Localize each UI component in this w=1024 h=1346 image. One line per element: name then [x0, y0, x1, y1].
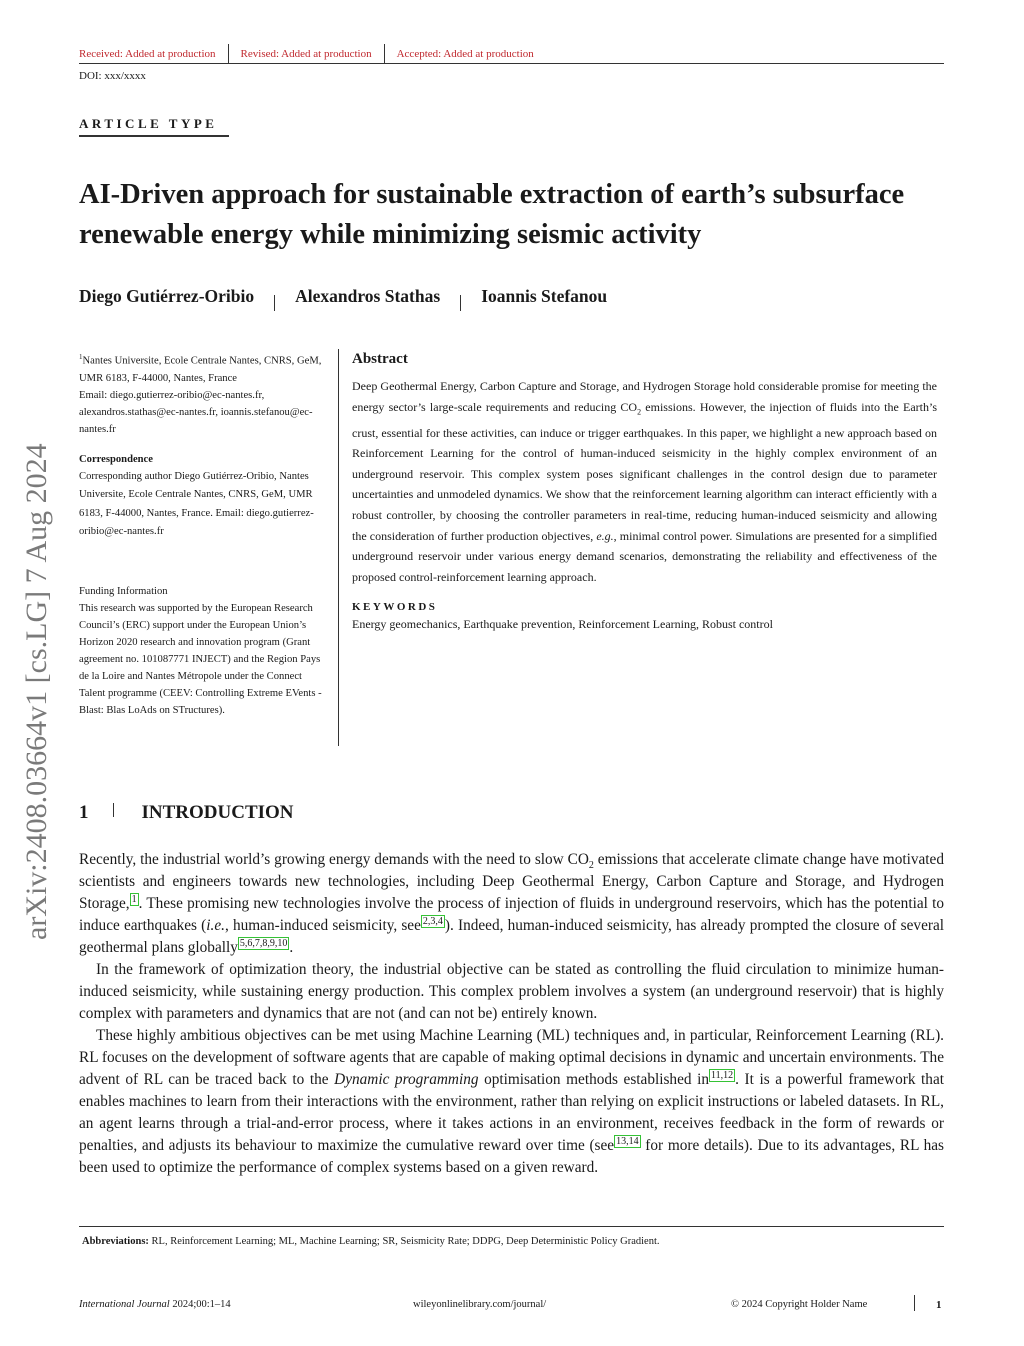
- affiliation-marker: 1: [79, 353, 83, 361]
- citation-link[interactable]: 11,12: [711, 1069, 734, 1081]
- arxiv-stamp-container: [20, 443, 60, 974]
- abstract-text: e.g.: [596, 528, 614, 543]
- section-number: 1: [79, 802, 89, 823]
- page-number: 1: [936, 1299, 942, 1311]
- author: Diego Gutiérrez-Oribio: [79, 286, 255, 306]
- received-date: Received: Added at production: [79, 48, 216, 60]
- citation-link[interactable]: 2,3,4: [422, 915, 443, 927]
- author: Alexandros Stathas: [295, 286, 441, 306]
- abbreviations-text: RL, Reinforcement Learning; ML, Machine Learning; SR, Seismicity Rate; DDPG, Deep Deterministic Policy Gradient.: [148, 1236, 660, 1247]
- abbreviations: [82, 1236, 660, 1247]
- abstract-heading: Abstract: [352, 351, 408, 367]
- section-heading: [79, 802, 294, 824]
- accepted-date: Accepted: Added at production: [396, 48, 534, 60]
- keywords-list: Energy geomechanics, Earthquake prevention, Reinforcement Learning, Robust control: [352, 617, 773, 632]
- text: , human-induced seismicity, see: [224, 917, 421, 934]
- subscript: 2: [588, 860, 594, 872]
- correspondence-text: Corresponding author Diego Gutiérrez-Oribio, Nantes Universite, Ecole Centrale Nantes, CNRS, GeM, UMR 6183, F-44000, Nantes, France. Email: diego.gutierrez-oribio@ec-nantes.fr: [79, 470, 314, 538]
- text: Recently, the industrial world’s growing energy demands with the need to slow CO: [79, 851, 589, 868]
- text: . It is a powerful framework that enables machines to learn from their interactions with the environment, rather than relying on explicit instructions or labeled datasets. In RL, an agent learns through a trial-and-error process, where it takes actions in an environment, receives feedback in the form of rewards or penalties, and adjusts its behaviour to maximize the cumulative reward over time (see: [79, 1071, 944, 1154]
- revised-date: Revised: Added at production: [240, 48, 372, 60]
- section-title: INTRODUCTION: [141, 802, 294, 823]
- doi: DOI: xxx/xxxx: [79, 70, 146, 82]
- text: for more details). Due to its advantages, RL has been used to optimize the performance of complex systems based on a given reward.: [79, 1137, 944, 1176]
- text: . These promising new technologies involve the process of injection of fluids in underground reservoirs, which has the potential to induce earthquakes (: [79, 895, 944, 934]
- text: Dynamic programming: [334, 1071, 479, 1088]
- journal-name: International Journal: [79, 1299, 170, 1310]
- paper-title: AI-Driven approach for sustainable extraction of earth’s subsurface renewable energy while minimizing seismic activity: [79, 179, 905, 250]
- article-type: ARTICLE TYPE: [79, 116, 218, 131]
- arxiv-stamp: arXiv:2408.03664v1 [cs.LG] 7 Aug 2024: [20, 443, 53, 940]
- column-divider: [338, 349, 339, 746]
- divider: [460, 295, 461, 311]
- subscript: 2: [637, 406, 642, 416]
- paragraph: [79, 1025, 944, 1179]
- author-emails: Email: diego.gutierrez-oribio@ec-nantes.fr, alexandros.stathas@ec-nantes.fr, ioannis.stefanou@ec-nantes.fr: [79, 389, 313, 435]
- text: .: [289, 939, 294, 956]
- text: ). Indeed, human-induced seismicity, has already prompted the closure of several geothermal plans globally: [79, 917, 944, 956]
- header-rule: [79, 63, 944, 64]
- citation-link[interactable]: 13,14: [616, 1135, 639, 1147]
- author: Ioannis Stefanou: [481, 286, 608, 306]
- abstract-text: , minimal control power. Simulations are presented for a simplified underground reservoir under various energy demand scenarios, demonstrating the reliability and effectiveness of the proposed control-reinforcement learning approach.: [352, 528, 938, 584]
- keywords-heading: KEYWORDS: [352, 601, 438, 614]
- affiliation-text: Nantes Universite, Ecole Centrale Nantes, CNRS, GeM, UMR 6183, F-44000, Nantes, France: [79, 355, 322, 384]
- author-list: [79, 286, 607, 307]
- introduction-body: [79, 849, 944, 1179]
- divider: [274, 295, 275, 311]
- abstract-text: Deep Geothermal Energy, Carbon Capture and Storage, and Hydrogen Storage hold considerable promise for meeting the energy sector’s large-scale requirements and reducing CO: [352, 379, 937, 414]
- citation-link[interactable]: 5,6,7,8,9,10: [239, 937, 288, 949]
- correspondence-heading: Correspondence: [79, 453, 153, 465]
- text: optimisation methods established in: [478, 1071, 709, 1088]
- funding-text: This research was supported by the European Research Council’s (ERC) support under the European Union’s Horizon 2020 research and innovation program (Grant agreement no. 101087771 INJECT) and the Region Pays de la Loire and Nantes Métropole under the Connect Talent programme (CEEV: Controlling Extreme EVents - Blast: Blas LoAds on STructures).: [79, 602, 322, 716]
- divider: [228, 44, 229, 64]
- funding-heading: Funding Information: [79, 585, 168, 597]
- text: emissions that accelerate climate change have motivated scientists and engineers towards new technologies, including Deep Geothermal Energy, Carbon Capture and Storage, and Hydrogen Storage,: [79, 851, 944, 912]
- divider: [914, 1295, 915, 1311]
- footer-url[interactable]: wileyonlinelibrary.com/journal/: [413, 1299, 547, 1310]
- footer-copyright: © 2024 Copyright Holder Name: [731, 1299, 868, 1310]
- footer-journal: [79, 1299, 231, 1310]
- affiliation: [79, 349, 329, 387]
- text: i.e.: [206, 917, 225, 934]
- info-sidebar: [79, 349, 329, 719]
- abbreviations-label: Abbreviations:: [82, 1236, 149, 1247]
- journal-issue: 2024;00:1–14: [169, 1299, 231, 1310]
- abstract-body: [352, 376, 937, 587]
- footnote-rule: [79, 1226, 944, 1227]
- abstract: [352, 351, 937, 632]
- abstract-text: emissions. However, the injection of fluids into the Earth’s crust, essential for these activities, can induce or trigger earthquakes. In this paper, we highlight a new approach based on Reinforcement Learning for the control of human-induced seismicity in the highly complex environment of an underground reservoir. This complex system poses significant challenges in the control design due to parameter uncertainties and unmodeled dynamics. We show that the reinforcement learning algorithm can interact efficiently with a robust controller, by choosing the controller parameters in real-time, reducing human-induced seismicity and allowing the consideration of further production objectives,: [352, 399, 938, 543]
- text: These highly ambitious objectives can be met using Machine Learning (ML) techniques and, in particular, Reinforcement Learning (RL). RL focuses on the development of software agents that are capable of making optimal decisions in dynamic and uncertain environments. The advent of RL can be traced back to the: [79, 1027, 944, 1088]
- paragraph: In the framework of optimization theory, the industrial objective can be stated as controlling the fluid circulation to minimize human-induced seismicity, while sustaining energy production. This complex problem involves a system (an underground reservoir) that is highly complex with parameters and dynamics that are not (and can not be) entirely known.: [79, 961, 944, 1022]
- citation-link[interactable]: 1: [131, 893, 137, 905]
- divider: [384, 44, 385, 64]
- divider: [113, 803, 114, 817]
- article-type-rule: [79, 135, 229, 137]
- paragraph: [79, 849, 944, 959]
- publication-status: [79, 44, 534, 64]
